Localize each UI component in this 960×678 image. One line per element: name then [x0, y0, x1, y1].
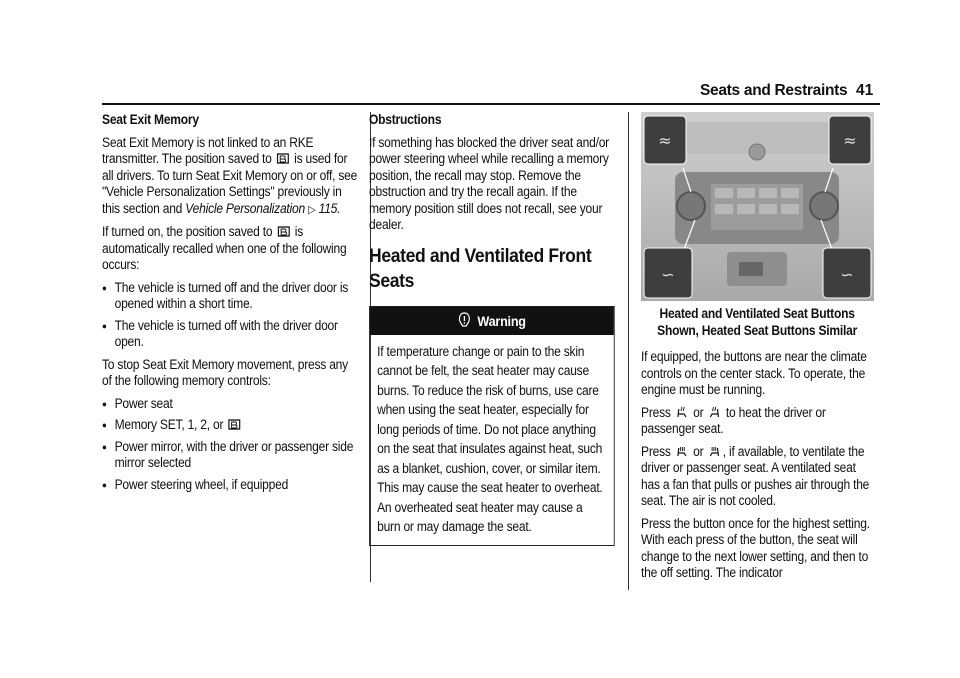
column-2 — [369, 112, 615, 546]
heated-seat-passenger-icon — [708, 406, 721, 418]
warning-box — [369, 306, 615, 546]
heated-seat-driver-icon — [676, 406, 689, 418]
warning-icon — [458, 312, 471, 328]
paragraph: If something has blocked the driver seat and/or power steering wheel while recalling a memory position, the recall may stop. Remove the obstruction and try the recall again. If the memory position still does not recall, see your dealer. — [369, 134, 609, 232]
ventilated-seat-button-right — [829, 116, 871, 164]
list-item: ● The vehicle is turned off and the driver door is opened within a short time. — [102, 280, 358, 313]
paragraph: To stop Seat Exit Memory movement, press any of the following memory controls: — [102, 356, 348, 388]
memory-b-icon — [277, 152, 290, 164]
list-item: ● Power seat — [102, 396, 358, 413]
ventilated-seat-button-left — [644, 116, 686, 164]
svg-text:≈: ≈ — [843, 131, 857, 150]
running-header-title: Seats and Restraints — [700, 82, 848, 99]
column-3 — [641, 305, 873, 588]
paragraph: Seat Exit Memory is not linked to an RKE transmitter. The position saved to is used for all drivers. To turn Seat Exit Memory on or off, see "Vehicle Personalization Settings" previously in this section and Vehicle Personalization ▷ 115. — [102, 135, 358, 219]
column-1 — [102, 112, 358, 499]
svg-text:∽: ∽ — [661, 265, 675, 284]
section-title: Heated and Ventilated Front Seats — [369, 244, 592, 292]
ventilated-seat-passenger-icon — [708, 445, 721, 457]
page-number: 41 — [856, 82, 874, 99]
reference-arrow-icon: ▷ — [308, 203, 316, 216]
warning-header: Warning — [370, 307, 614, 335]
column-divider-2 — [628, 112, 629, 590]
warning-text: If temperature change or pain to the skin cannot be felt, the seat heater may cause burns. To reduce the risk of burns, use care when using the seat heater, especially for long periods of time. Do not place anything on the seat that insulates against heat, such as a blanket, cushion, cover, or similar item. This may cause the seat heater to overheat. An overheated seat heater may cause a burn or may damage the seat. — [377, 343, 603, 534]
paragraph: Press or , if available, to ventilate the driver or passenger seat. A ventilated seat has a fan that pulls or pushes air through the seat. The air is not cooled. — [641, 443, 870, 508]
memory-b-icon — [228, 418, 241, 430]
paragraph: If turned on, the position saved to is automatically recalled when one of the following occurs: — [102, 224, 347, 272]
list-item: ● Power steering wheel, if equipped — [102, 477, 358, 494]
figure-caption: Heated and Ventilated Seat Buttons Shown, Heated Seat Buttons Similar — [657, 306, 858, 338]
heated-seat-button-left — [644, 248, 692, 298]
bullet-list-memory-controls — [102, 396, 358, 494]
paragraph: Press the button once for the highest setting. With each press of the button, the seat will change to the next lower setting, and then to the off setting. The indicator — [641, 515, 870, 580]
bullet-list-recall-conditions — [102, 280, 358, 351]
paragraph: Press or to heat the driver or passenger seat. — [641, 404, 826, 436]
list-item: ● Memory SET, 1, 2, or — [102, 417, 358, 434]
subheading-seat-exit-memory: Seat Exit Memory — [102, 112, 199, 127]
header-rule — [102, 103, 880, 105]
memory-b-icon — [277, 225, 290, 237]
subheading-obstructions: Obstructions — [369, 112, 442, 127]
svg-text:≈: ≈ — [658, 131, 672, 150]
ventilated-seat-driver-icon — [676, 445, 689, 457]
cross-reference[interactable]: Vehicle Personalization — [185, 200, 305, 216]
list-item: ● The vehicle is turned off with the driver door open. — [102, 318, 358, 351]
heated-seat-button-right — [823, 248, 871, 298]
list-item: ● Power mirror, with the driver or passenger side mirror selected — [102, 439, 358, 472]
svg-text:∽: ∽ — [840, 265, 854, 284]
seat-buttons-photo — [641, 112, 874, 301]
paragraph: If equipped, the buttons are near the climate controls on the center stack. To operate, the engine must be running. — [641, 349, 867, 397]
